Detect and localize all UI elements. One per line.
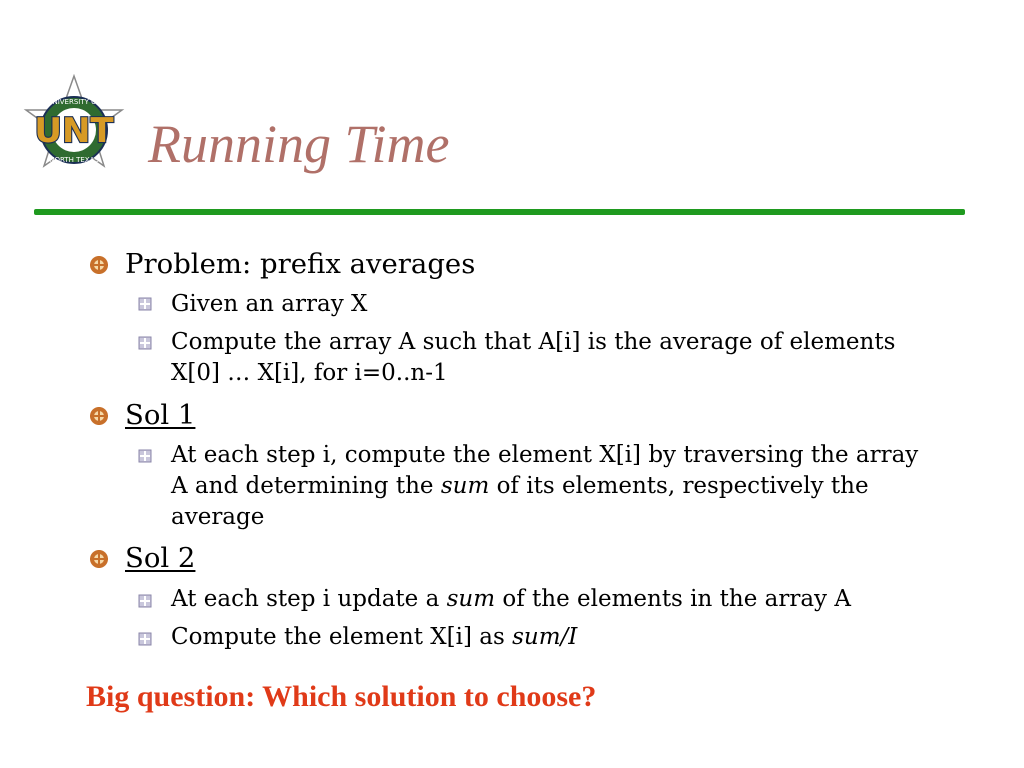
sum-emphasis: sum	[440, 473, 490, 499]
sub-bullet-icon	[138, 632, 152, 646]
sub-bullet-text: Compute the array A such that A[i] is the average of elements X[0] … X[i], for i=0..n-1	[171, 329, 896, 386]
logo-ring-bottom-text: NORTH TEXAS	[49, 156, 99, 164]
sum-over-i-emphasis: sum/I	[512, 624, 578, 650]
slide-title: Running Time	[148, 114, 450, 174]
sub-bullet-text: of its elements, respectively the average	[171, 473, 869, 530]
main-bullet-icon	[88, 254, 110, 276]
big-question: Big question: Which solution to choose?	[86, 680, 597, 713]
bullet-sol-1: Sol 1	[125, 399, 196, 431]
sub-bullet-sol-2-update	[171, 584, 931, 615]
sub-bullet-text: At each step i update a	[171, 586, 447, 612]
sub-bullet-given-array	[171, 289, 931, 320]
sub-bullet-sol-1	[171, 440, 931, 533]
sub-bullet-icon	[138, 594, 152, 608]
sub-bullet-icon	[138, 297, 152, 311]
bullet-sol-2: Sol 2	[125, 542, 196, 574]
sub-bullet-sol-2-compute	[171, 622, 931, 653]
sub-bullet-text: Compute the element X[i] as	[171, 624, 513, 650]
sub-bullet-icon	[138, 336, 152, 350]
sub-bullet-text: At each step i, compute the element X[i] by traversing the array A and determining the	[171, 442, 919, 499]
main-bullet-icon	[88, 405, 110, 427]
sub-bullet-text: Given an array X	[171, 291, 368, 317]
sum-emphasis: sum	[446, 586, 496, 612]
sub-bullet-compute-array	[171, 327, 931, 389]
logo-ring-top-text: UNIVERSITY OF	[47, 98, 101, 106]
bullet-problem: Problem: prefix averages	[125, 248, 476, 280]
main-bullet-icon	[88, 548, 110, 570]
logo-text: UNT	[34, 111, 114, 151]
sub-bullet-icon	[138, 449, 152, 463]
sub-bullet-text: of the elements in the array A	[495, 586, 851, 612]
